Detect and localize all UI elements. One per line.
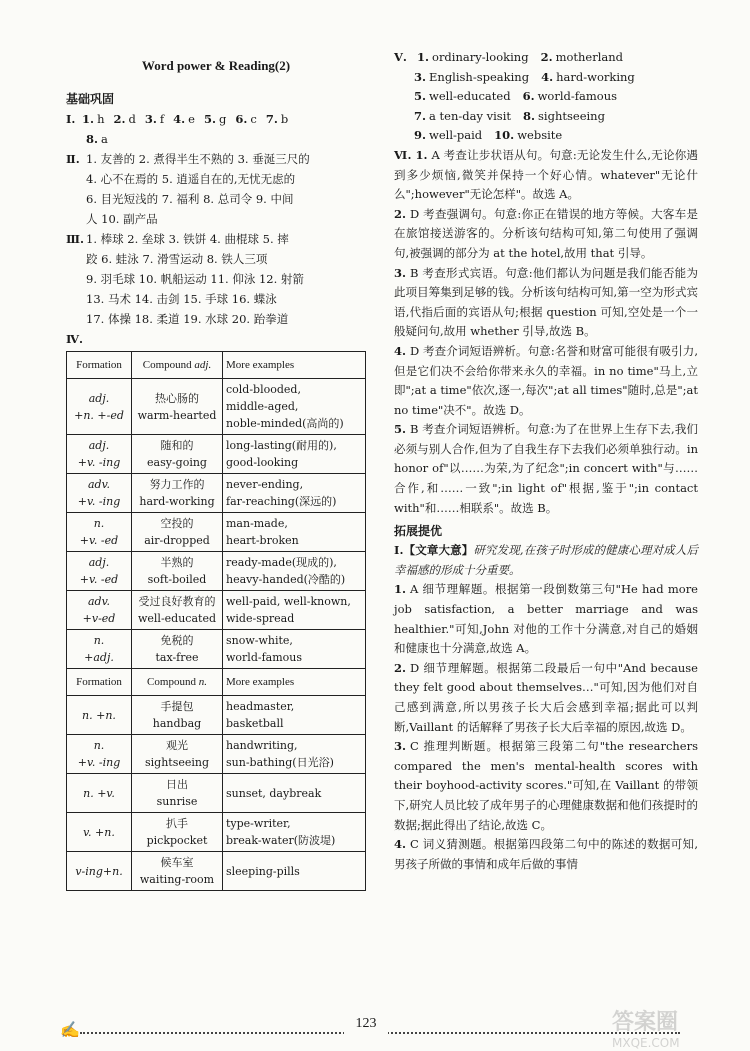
cell-line: noble-minded(高尚的) [226,417,344,430]
compound-cell [132,774,223,813]
examples-cell [223,774,366,813]
section-basic-heading: 基础巩固 [66,92,115,106]
formation-cell [67,630,132,669]
cell-line: warm-hearted [137,408,217,422]
answer-number: 2. [540,50,553,64]
answer-item [204,109,226,129]
answer-value: a ten-day visit [429,108,511,123]
exercise-6-item [394,146,698,205]
reading-number: Ⅰ. [394,543,404,558]
answer-value: ordinary-looking [432,50,529,64]
examples-cell [223,591,366,630]
table-row [67,513,366,552]
page-title: Word power & Reading(2) [141,58,291,73]
answer-value: d [128,112,136,126]
item-number: 1. [394,582,407,597]
cell-line: sun-bathing(日光浴) [226,756,334,769]
item-number: 2. [394,206,407,221]
cell-line: +v. -ing [77,495,121,508]
formation-cell [67,735,132,774]
compound-cell [132,735,223,774]
cell-line: heart-broken [226,534,299,547]
answer-number: 3. [144,112,157,126]
item-text: C 推理判断题。根据第三段第二句"the researchers compared the men's mental-health scores with their boyhood-activity scores."可知,在 Vaillant 的带领下,研究人员比较了成年男子的心理健康数据和他们孩提时的数据;据此得出了结论,故选 C。 [394,739,698,832]
exercise-3-line: 跤 6. 蛙泳 7. 滑雪运动 8. 铁人三项 [86,252,268,266]
exercise-3-line: 1. 棒球 2. 垒球 3. 铁饼 4. 曲棍球 5. 摔 [86,232,289,246]
item-text: B 考查介词短语辨析。句意:为了在世界上生存下去,我们必须与别人合作,但为了自我生存下去我们必须单独行动。in honor of"以……为荣,为了纪念";in concert with"与……合作,和……一致";in light of"根据,鉴于";in contact with"和……相联系"。故选 B。 [394,422,698,515]
answer-value: English-speaking [429,69,530,84]
reading-answers [394,580,698,874]
item-number: 2. [394,660,407,675]
cell-line: waiting-room [139,873,215,886]
cell-line: v. +n. [83,825,115,839]
answer-value: c [250,112,257,126]
exercise-6-answers [394,146,698,518]
item-number: 1. [415,147,428,162]
formation-cell [67,852,132,891]
formation-cell [67,774,132,813]
compound-cell [132,379,223,435]
table-row [67,552,366,591]
cell-line: adv. [87,478,110,491]
exercise-5-answers [394,48,698,146]
cell-line: long-lasting(耐用的), [226,439,337,452]
cell-line: basketball [226,717,284,730]
answer-number: 3. [414,69,427,84]
answer-value: well-paid [429,128,483,143]
compound-words-table [66,351,366,891]
table-row [67,696,366,735]
compound-cell [132,552,223,591]
cell-line: n. [93,634,105,647]
compound-cell [132,435,223,474]
right-column [394,48,698,874]
exercise-2-line: 人 10. 副产品 [86,212,158,226]
cell-line: handwriting, [226,739,298,752]
cell-line: tax-free [155,651,199,664]
compound-cell [132,813,223,852]
answer-number: 6. [235,112,248,126]
answer-item [86,129,108,149]
answer-number: 7. [414,108,427,123]
examples-cell [223,735,366,774]
answer-number: 6. [522,89,535,104]
answer-value: hard-working [556,69,635,84]
answer-number: 9. [414,128,427,143]
cell-line: adj. [88,556,110,569]
reading-answer-item [394,580,698,658]
cell-line: sleeping-pills [226,864,300,878]
answer-number: 8. [86,132,99,146]
exercise-3-line: 9. 羽毛球 10. 帆船运动 11. 仰泳 12. 射箭 [86,272,304,286]
item-number: 4. [394,837,407,852]
cell-line: adj. [88,439,110,452]
examples-cell [223,630,366,669]
examples-cell [223,813,366,852]
exercise-5-row [394,126,698,146]
table-header-cell: Compound n. [132,669,223,696]
section-extension-heading: 拓展提优 [394,524,443,539]
exercise-3-answers [66,229,366,329]
cell-line: v-ing+n. [75,864,123,878]
cell-line: +n. +-ed [74,408,124,422]
cell-line: +v. -ing [77,756,121,769]
answer-number: 4. [173,112,186,126]
table-row [67,813,366,852]
reading-summary [394,541,698,580]
table-row [67,591,366,630]
cell-line: 空投的 [160,517,194,530]
exercise-5-row [394,87,698,107]
table-row [67,774,366,813]
compound-cell [132,696,223,735]
cell-line: sunset, daybreak [226,786,322,800]
cell-line: +v. -ed [79,534,119,547]
examples-cell [223,852,366,891]
table-header-cell: Formation [67,669,132,696]
exercise-2-number: Ⅱ. [66,152,80,166]
answer-value: sightseeing [538,108,605,123]
cell-line: 候车室 [160,856,194,869]
cell-line: 免税的 [160,634,194,647]
cell-line: 受过良好教育的 [138,595,216,608]
answer-value: b [280,112,289,126]
item-text: B 考查形式宾语。句意:他们都认为问题是我们能否能为此项目筹集到足够的钱。分析该句结构可知,第一空为形式宾语,代指后面的宾语从句;根据 question 可知,空处是一个一般疑问句,故用 whether 引导,故选 B。 [394,265,698,339]
answer-item [145,109,164,129]
cell-line: +v. -ing [77,456,121,469]
exercise-1-number: Ⅰ. [66,112,76,126]
cell-line: adj. [88,391,110,405]
answer-number: 10. [494,128,515,143]
answer-item [235,109,256,129]
examples-cell [223,513,366,552]
cell-line: +v. -ed [79,573,119,586]
formation-cell [67,379,132,435]
compound-cell [132,630,223,669]
examples-cell [223,474,366,513]
cell-line: adv. [87,595,110,608]
answer-value: motherland [555,50,624,64]
exercise-5-row [394,48,698,68]
cell-line: sightseeing [144,756,210,769]
answer-value: g [219,112,227,126]
exercise-2-line: 1. 友善的 2. 煮得半生不熟的 3. 垂涎三尺的 [86,152,310,166]
cell-line: pickpocket [146,834,208,847]
item-text: C 词义猜测题。根据第四段第二句中的陈述的数据可知,男孩子所做的事情和成年后做的事情 [394,837,698,871]
cell-line: hard-working [139,495,215,508]
cell-line: sunrise [156,795,198,808]
cell-line: soft-boiled [147,573,207,586]
exercise-1-answers [66,109,366,149]
table-row [67,474,366,513]
exercise-6-number: Ⅵ. [394,147,412,162]
cell-line: well-educated [137,612,216,625]
cell-line: n. +v. [83,786,115,800]
cell-line: good-looking [226,456,299,469]
exercise-5-number: Ⅴ. [394,50,407,64]
page-footer [60,1010,700,1050]
cell-line: n. [93,739,105,752]
formation-cell [67,435,132,474]
reading-answer-item [394,835,698,874]
reading-answer-item [394,659,698,737]
item-text: D 细节理解题。根据第二段最后一句中"And because they felt good about themselves…"可知,因为他们对自己感到满意,所以男孩子长大后会感到幸福;据此可以判断,Vaillant 的话解释了男孩子长大后幸福的原因,故选 D。 [394,660,698,734]
item-number: 5. [394,422,407,437]
formation-cell [67,813,132,852]
cell-line: snow-white, [226,634,293,647]
examples-cell [223,379,366,435]
examples-cell [223,435,366,474]
cell-line: 随和的 [160,439,194,452]
table-header-row [67,352,366,379]
answer-value: well-educated [429,89,511,104]
answer-number: 4. [541,69,554,84]
item-number: 3. [394,265,407,280]
exercise-6-item [394,420,698,518]
cell-line: heavy-handed(冷酷的) [226,573,346,586]
left-column [66,48,366,891]
answer-number: 5. [203,112,216,126]
cell-line: break-water(防波堤) [226,834,336,847]
cell-line: well-paid, well-known, [226,595,351,608]
cell-line: n. +n. [82,708,116,722]
item-text: D 考查强调句。句意:你正在错误的地方等候。大客车是在旅馆接送游客的。分析该句结构可知,第二句使用了强调句,被强调的部分为 at the hotel,故用 that 引导。 [394,206,698,260]
exercise-6-item [394,264,698,342]
cell-line: ready-made(现成的), [226,556,337,569]
cell-line: world-famous [226,651,302,664]
cell-line: easy-going [147,456,207,469]
exercise-2-answers [66,149,366,229]
compound-cell [132,852,223,891]
answer-number: 8. [523,108,536,123]
answer-number: 5. [414,89,427,104]
item-text: A 细节理解题。根据第一段倒数第三句"He had more job satisfaction, a better marriage and was healthier."可知,John 对他的工作十分满意,对自己的婚姻和健康也十分满意,故选 A。 [394,582,698,656]
answer-number: 1. [417,50,430,64]
cell-line: n. [93,517,105,530]
cell-line: 观光 [166,739,188,752]
table-header-cell: Formation [67,352,132,379]
exercise-4-heading [66,329,366,349]
cell-line: 手提包 [160,700,194,713]
item-number: 4. [394,343,407,358]
formation-cell [67,591,132,630]
table-header-row [67,669,366,696]
answer-value: e [188,112,195,126]
formation-cell [67,552,132,591]
answer-number: 1. [82,112,95,126]
examples-cell [223,696,366,735]
table-row [67,630,366,669]
cell-line: man-made, [226,517,288,530]
cell-line: cold-blooded, [226,383,301,396]
exercise-3-line: 17. 体操 18. 柔道 19. 水球 20. 跆拳道 [86,312,289,326]
cell-line: headmaster, [226,700,295,713]
cell-line: type-writer, [226,817,291,830]
cell-line: +adj. [84,651,114,664]
cell-line: 扒手 [166,817,188,830]
table-header-cell: More examples [223,352,366,379]
examples-cell [223,552,366,591]
table-row [67,435,366,474]
cell-line: never-ending, [226,478,304,491]
exercise-3-line: 13. 马术 14. 击剑 15. 手球 16. 蝶泳 [86,292,277,306]
answer-value: a [101,132,108,146]
exercise-5-row [394,68,698,88]
exercise-2-line: 4. 心不在焉的 5. 逍遥自在的,无忧无虑的 [86,172,296,186]
summary-tag: 【文章大意】 [403,543,474,558]
answer-item [173,109,195,129]
summary-text: 研究发现,在孩子时形成的健康心理对成人后幸福感的形成十分重要。 [394,543,699,577]
table-header-cell: Compound adj. [132,352,223,379]
answer-value: world-famous [537,89,618,104]
cell-line: 日出 [166,778,188,791]
item-number: 3. [394,739,407,754]
table-header-cell: More examples [223,669,366,696]
table-row [67,735,366,774]
answer-value: h [97,112,105,126]
answer-item [266,109,288,129]
cell-line: middle-aged, [226,400,299,413]
table-row [67,379,366,435]
pen-icon: ✍ [60,1020,80,1039]
exercise-4-number: Ⅳ. [66,332,84,346]
watermark-logo: 答案圈 MXQE.COM [612,1010,680,1050]
formation-cell [67,696,132,735]
compound-cell [132,591,223,630]
cell-line: 努力工作的 [149,478,205,491]
compound-cell [132,474,223,513]
exercise-6-item [394,205,698,264]
exercise-6-item [394,342,698,420]
reading-answer-item [394,737,698,835]
cell-line: handbag [152,717,202,730]
item-text: D 考查介词短语辨析。句意:名誉和财富可能很有吸引力,但是它们决不会给你带来永久的幸福。in no time"马上,立即";at a time"依次,逐一,每次";at all times"随时,总是";at no time"决不"。故选 D。 [394,343,698,417]
cell-line: 热心肠的 [155,391,199,405]
cell-line: air-dropped [144,534,210,547]
cell-line: wide-spread [226,612,295,625]
answer-item [82,109,104,129]
answer-value: website [517,128,563,143]
exercise-3-number: Ⅲ. [66,232,85,246]
cell-line: +v-ed [82,612,116,625]
exercise-2-line: 6. 目光短浅的 7. 福利 8. 总司令 9. 中间 [86,192,294,206]
cell-line: far-reaching(深远的) [226,495,337,508]
formation-cell [67,513,132,552]
item-text: A 考查让步状语从句。句意:无论发生什么,无论你遇到多少烦恼,微笑并保持一个好心情。whatever"无论什么";however"无论怎样"。故选 A。 [394,147,698,202]
table-row [67,852,366,891]
answer-item [113,109,135,129]
answer-number: 2. [113,112,126,126]
page-number: 123 [344,1010,388,1038]
formation-cell [67,474,132,513]
answer-number: 7. [265,112,278,126]
answer-value: f [159,112,165,126]
exercise-5-row [394,107,698,127]
cell-line: 半熟的 [160,556,194,569]
compound-cell [132,513,223,552]
